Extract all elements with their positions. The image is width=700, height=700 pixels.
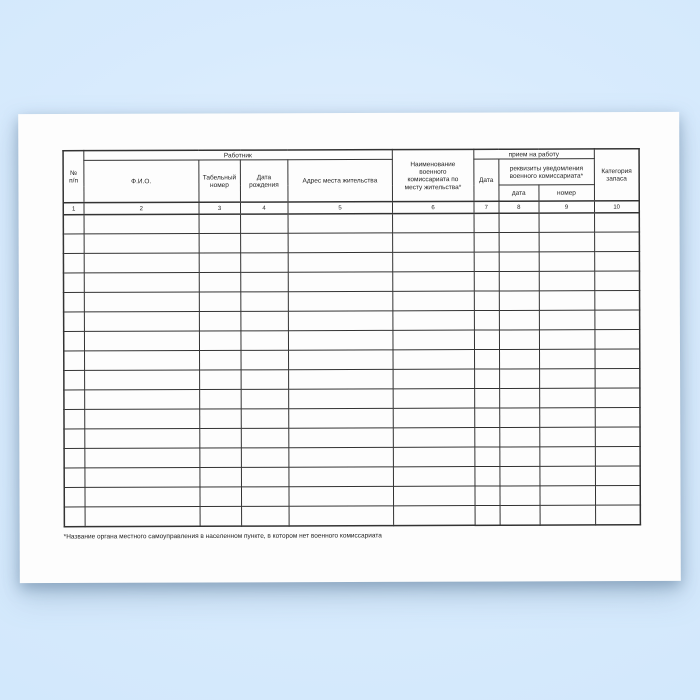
empty-cell: [64, 371, 85, 391]
empty-cell: [241, 428, 289, 448]
empty-cell: [84, 214, 199, 234]
empty-cell: [85, 487, 200, 507]
empty-cell: [500, 447, 540, 467]
empty-cell: [64, 410, 85, 430]
empty-cell: [499, 311, 539, 331]
header-hire-group: прием на работу: [474, 149, 595, 159]
empty-cell: [595, 388, 640, 408]
table-row: [64, 486, 640, 508]
column-number: 5: [288, 202, 393, 214]
empty-cell: [539, 232, 595, 252]
document-page: [18, 112, 681, 583]
empty-cell: [64, 449, 85, 469]
empty-cell: [539, 408, 595, 428]
empty-cell: [240, 214, 288, 234]
empty-cell: [475, 428, 500, 448]
empty-cell: [289, 506, 394, 526]
empty-cell: [540, 427, 596, 447]
table-row: [64, 447, 640, 469]
empty-cell: [474, 272, 499, 292]
empty-cell: [474, 350, 499, 370]
empty-cell: [539, 369, 595, 389]
empty-cell: [475, 506, 500, 526]
header-notice-date: дата: [499, 185, 539, 201]
empty-cell: [84, 390, 199, 410]
empty-cell: [539, 291, 595, 311]
empty-cell: [393, 311, 475, 331]
header-fio: Ф.И.О.: [84, 160, 199, 202]
empty-cell: [474, 330, 499, 350]
empty-cell: [85, 448, 200, 468]
header-notice-number: номер: [539, 185, 595, 201]
empty-cell: [595, 486, 640, 506]
empty-cell: [200, 429, 242, 449]
empty-cell: [499, 233, 539, 253]
empty-cell: [63, 254, 84, 274]
empty-cell: [475, 447, 500, 467]
empty-cell: [289, 428, 394, 448]
empty-cell: [288, 311, 393, 331]
empty-cell: [241, 506, 289, 526]
empty-cell: [64, 351, 85, 371]
empty-cell: [288, 253, 393, 273]
empty-cell: [474, 291, 499, 311]
table-row: [64, 369, 640, 391]
empty-cell: [595, 408, 640, 428]
empty-cell: [84, 370, 199, 390]
empty-cell: [199, 409, 241, 429]
empty-cell: [64, 312, 85, 332]
table-row: [64, 466, 640, 488]
column-number: 6: [392, 201, 474, 213]
empty-cell: [499, 213, 539, 233]
empty-cell: [393, 389, 475, 409]
column-number: 8: [499, 201, 539, 213]
empty-cell: [392, 233, 474, 253]
empty-cell: [500, 428, 540, 448]
empty-cell: [289, 467, 394, 487]
empty-cell: [84, 234, 199, 254]
empty-cell: [84, 292, 199, 312]
empty-cell: [199, 331, 241, 351]
empty-cell: [539, 213, 595, 233]
header-birth-date: Дата рождения: [240, 160, 288, 202]
empty-cell: [393, 447, 475, 467]
table-row: [63, 252, 639, 274]
empty-cell: [595, 505, 640, 525]
header-reserve-category: Категория запаса: [594, 149, 639, 201]
empty-cell: [289, 487, 394, 507]
empty-cell: [288, 331, 393, 351]
empty-cell: [474, 311, 499, 331]
empty-cell: [199, 351, 241, 371]
empty-cell: [288, 409, 393, 429]
table-row: [63, 232, 639, 254]
empty-cell: [393, 350, 475, 370]
table-row: [64, 427, 640, 449]
registry-form: [18, 112, 680, 528]
header-notice-group: реквизиты уведомления военного комиссариата*: [499, 159, 595, 185]
column-number: 4: [240, 202, 288, 214]
empty-cell: [288, 214, 393, 234]
empty-cell: [64, 507, 85, 527]
empty-cell: [85, 468, 200, 488]
column-number: 3: [199, 202, 241, 214]
empty-cell: [241, 370, 289, 390]
empty-cell: [84, 273, 199, 293]
empty-cell: [499, 408, 539, 428]
empty-cell: [240, 253, 288, 273]
empty-cell: [499, 350, 539, 370]
empty-cell: [540, 486, 596, 506]
empty-cell: [393, 486, 475, 506]
empty-cell: [64, 429, 85, 449]
empty-cell: [539, 330, 595, 350]
empty-cell: [240, 233, 288, 253]
empty-cell: [595, 271, 640, 291]
empty-cell: [63, 273, 84, 293]
empty-cell: [85, 429, 200, 449]
table-row: [64, 388, 640, 410]
empty-cell: [595, 330, 640, 350]
empty-cell: [241, 311, 289, 331]
empty-cell: [199, 370, 241, 390]
empty-cell: [393, 467, 475, 487]
column-number: 2: [84, 202, 199, 214]
empty-cell: [200, 487, 242, 507]
empty-cell: [392, 252, 474, 272]
empty-cell: [595, 427, 640, 447]
empty-cell: [240, 272, 288, 292]
empty-cell: [288, 350, 393, 370]
empty-cell: [393, 330, 475, 350]
empty-cell: [200, 468, 242, 488]
header-row-number: № п/п: [63, 151, 84, 203]
empty-cell: [199, 253, 241, 273]
column-number: 10: [594, 201, 639, 213]
empty-cell: [64, 488, 85, 508]
empty-cell: [199, 292, 241, 312]
empty-cell: [540, 466, 596, 486]
empty-cell: [539, 349, 595, 369]
header-personnel-number: Табельный номер: [199, 160, 241, 202]
empty-cell: [241, 331, 289, 351]
column-number: 7: [474, 201, 499, 213]
empty-cell: [289, 448, 394, 468]
empty-cell: [64, 468, 85, 488]
empty-cell: [200, 448, 242, 468]
empty-cell: [594, 252, 639, 272]
empty-cell: [499, 252, 539, 272]
empty-cell: [393, 369, 475, 389]
empty-cell: [474, 233, 499, 253]
empty-cell: [539, 310, 595, 330]
empty-cell: [84, 253, 199, 273]
empty-cell: [288, 292, 393, 312]
empty-cell: [595, 349, 640, 369]
empty-cell: [64, 293, 85, 313]
empty-cell: [474, 369, 499, 389]
table-row: [64, 291, 640, 313]
empty-cell: [539, 388, 595, 408]
empty-cell: [475, 486, 500, 506]
empty-cell: [392, 272, 474, 292]
empty-cell: [241, 292, 289, 312]
empty-cell: [288, 272, 393, 292]
empty-cell: [288, 389, 393, 409]
empty-cell: [475, 467, 500, 487]
table-row: [64, 349, 640, 371]
empty-cell: [200, 507, 242, 527]
header-address: Адрес места жительства: [288, 160, 393, 202]
empty-cell: [64, 390, 85, 410]
empty-cell: [500, 506, 540, 526]
empty-cell: [499, 389, 539, 409]
empty-cell: [595, 369, 640, 389]
column-number: 1: [63, 203, 84, 215]
table-row: [64, 310, 640, 332]
empty-cell: [63, 215, 84, 235]
header-commissariat-name: Наименование военного комиссариата по месту жительства*: [392, 149, 474, 201]
empty-cell: [594, 232, 639, 252]
column-number: 9: [539, 201, 595, 213]
empty-cell: [595, 310, 640, 330]
empty-cell: [84, 331, 199, 351]
table-row: [63, 271, 639, 293]
header-worker-group: Работник: [84, 150, 393, 161]
empty-cell: [393, 428, 475, 448]
empty-cell: [85, 507, 200, 527]
empty-cell: [199, 390, 241, 410]
table-row: [64, 505, 640, 527]
empty-cell: [393, 506, 475, 526]
empty-cell: [474, 408, 499, 428]
empty-cell: [393, 408, 475, 428]
empty-cell: [241, 487, 289, 507]
empty-cell: [499, 369, 539, 389]
empty-cell: [500, 467, 540, 487]
empty-cell: [199, 273, 241, 293]
empty-cell: [199, 234, 241, 254]
empty-cell: [199, 312, 241, 332]
empty-cell: [595, 466, 640, 486]
empty-cell: [241, 409, 289, 429]
empty-cell: [84, 312, 199, 332]
empty-cell: [474, 389, 499, 409]
empty-cell: [241, 467, 289, 487]
footnote: *Название органа местного самоуправления в населенном пункте, в котором нет военного комиссариата: [63, 531, 382, 540]
empty-cell: [595, 447, 640, 467]
empty-cell: [392, 213, 474, 233]
empty-cell: [199, 214, 241, 234]
military-registry-table: [62, 148, 641, 527]
empty-cell: [241, 448, 289, 468]
empty-cell: [540, 505, 596, 525]
header-hire-date: Дата: [474, 159, 499, 201]
table-row: [63, 213, 639, 235]
empty-cell: [500, 486, 540, 506]
empty-cell: [84, 409, 199, 429]
empty-cell: [499, 272, 539, 292]
empty-cell: [595, 291, 640, 311]
empty-cell: [63, 234, 84, 254]
empty-cell: [499, 291, 539, 311]
table-row: [64, 408, 640, 430]
empty-cell: [84, 351, 199, 371]
empty-cell: [539, 271, 595, 291]
empty-cell: [288, 370, 393, 390]
empty-cell: [499, 330, 539, 350]
empty-cell: [241, 389, 289, 409]
table-body: [63, 213, 640, 527]
empty-cell: [393, 291, 475, 311]
empty-cell: [539, 252, 595, 272]
empty-cell: [474, 213, 499, 233]
empty-cell: [241, 350, 289, 370]
empty-cell: [288, 233, 393, 253]
empty-cell: [540, 447, 596, 467]
table-row: [64, 330, 640, 352]
empty-cell: [64, 332, 85, 352]
empty-cell: [594, 213, 639, 233]
empty-cell: [474, 252, 499, 272]
